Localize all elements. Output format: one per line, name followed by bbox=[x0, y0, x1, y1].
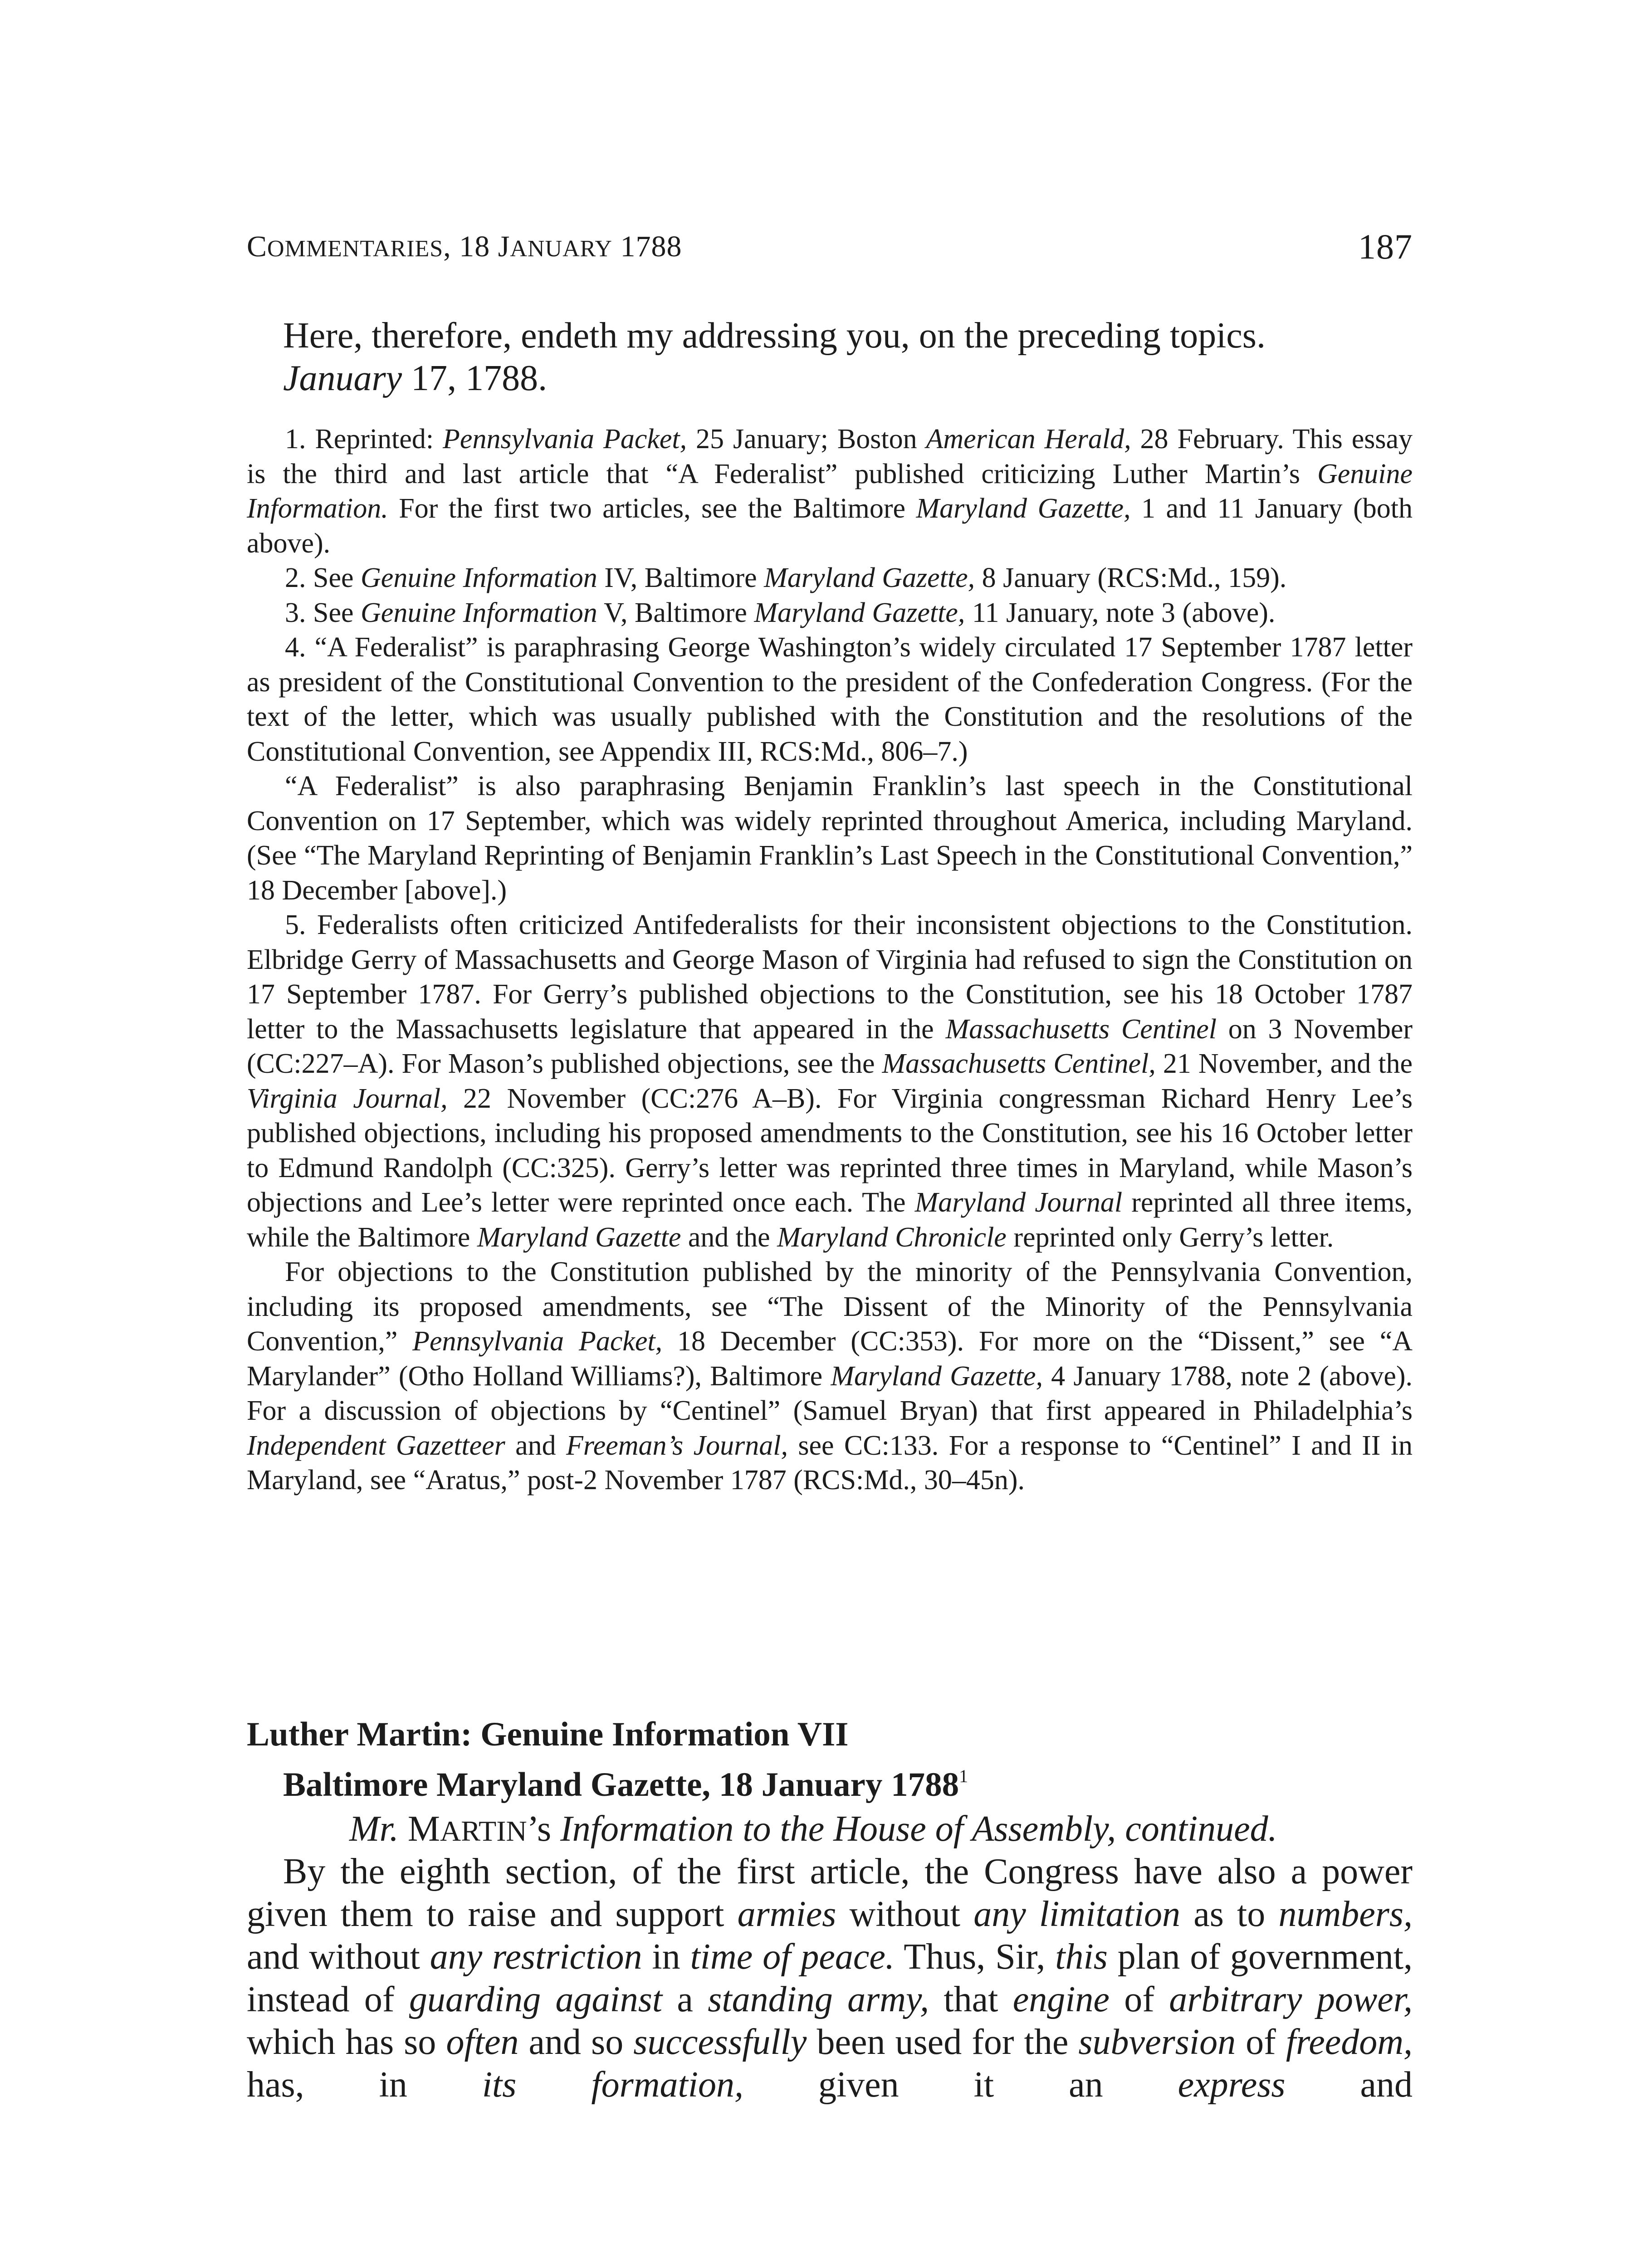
page-number: 187 bbox=[1358, 227, 1413, 266]
endnote-4-continued: “A Federalist” is also paraphrasing Benjamin Franklin’s last speech in the Constitutional Convention on 17 September, which was widely reprinted throughout America, including Maryland. (See “The Maryland Reprinting of Benjamin Franklin’s Last Speech in the Constitutional Convention,” 18 December [above].) bbox=[247, 771, 1413, 906]
article-body bbox=[247, 1850, 1413, 2106]
footnote-mark: 1 bbox=[959, 1766, 968, 1786]
body-paragraph: By the eighth section, of the first article, the Congress have also a power given them to raise and support armies without any limitation as to numbers, and without any restriction in time of peace. Thus, Sir, this plan of government, instead of guarding against a standing army, that engine of arbitrary power, which has so often and so successfully been used for the subversion of freedom, has, in its formation, given it an express and bbox=[247, 1852, 1413, 2105]
endnotes bbox=[247, 422, 1413, 1498]
endnote-2: 2. See Genuine Information IV, Baltimore Maryland Gazette, 8 January (RCS:Md., 159). bbox=[285, 562, 1287, 593]
heading-line-1: Luther Martin: Genuine Information VII bbox=[247, 1716, 849, 1753]
endnote-1: 1. Reprinted: Pennsylvania Packet, 25 January; Boston American Herald, 28 February. This essay is the third and last article that “A Federalist” published criticizing Luther Martin’s Genuine Information. For the first two articles, see the Baltimore Maryland Gazette, 1 and 11 January (both above). bbox=[247, 424, 1413, 559]
heading-line-2: Baltimore Maryland Gazette, 18 January 1788$^1$ bbox=[283, 1766, 968, 1804]
running-head bbox=[247, 226, 1413, 268]
article-subtitle: Mr. MARTIN’s Information to the House of Assembly, continued. bbox=[349, 1809, 1277, 1849]
endnote-3: 3. See Genuine Information V, Baltimore Maryland Gazette, 11 January, note 3 (above). bbox=[285, 597, 1276, 628]
closing-paragraph bbox=[283, 314, 1417, 400]
endnote-5-continued: For objections to the Constitution published by the minority of the Pennsylvania Convention, including its proposed amendments, see “The Dissent of the Minority of the Pennsylvania Convention,” Pennsylvania Packet, 18 December (CC:353). For more on the “Dissent,” see “A Marylander” (Otho Holland Williams?), Baltimore Maryland Gazette, 4 January 1788, note 2 (above). For a discussion of objections by “Centinel” (Samuel Bryan) that first appeared in Philadelphia’s Independent Gazetteer and Freeman’s Journal, see CC:133. For a response to “Centinel” I and II in Maryland, see “Aratus,” post-2 November 1787 (RCS:Md., 30–45n). bbox=[247, 1256, 1413, 1496]
endnote-4: 4. “A Federalist” is paraphrasing George Washington’s widely circulated 17 September 1787 letter as president of the Constitutional Convention to the president of the Confederation Congress. (For the text of the letter, which was usually published with the Constitution and the resolutions of the Constitutional Convention, see Appendix III, RCS:Md., 806–7.) bbox=[247, 632, 1413, 767]
running-head-title: COMMENTARIES, 18 JANUARY 1788 bbox=[247, 230, 682, 263]
section-heading bbox=[247, 1714, 1413, 1806]
endnote-5: 5. Federalists often criticized Antifederalists for their inconsistent objections to the Constitution. Elbridge Gerry of Massachusetts and George Mason of Virginia had refused to sign the Constitution on 17 September 1787. For Gerry’s published objections to the Constitution, see his 18 October 1787 letter to the Massachusetts legislature that appeared in the Massachusetts Centinel on 3 November (CC:227–A). For Mason’s published objections, see the Massachusetts Centinel, 21 November, and the Virginia Journal, 22 November (CC:276 A–B). For Virginia congressman Richard Henry Lee’s published objections, including his proposed amendments to the Constitution, see his 16 October letter to Edmund Randolph (CC:325). Gerry’s letter was reprinted three times in Maryland, while Mason’s objections and Lee’s letter were reprinted once each. The Maryland Journal reprinted all three items, while the Baltimore Maryland Gazette and the Maryland Chronicle reprinted only Gerry’s letter. bbox=[247, 909, 1413, 1253]
closing-line: Here, therefore, endeth my addressing you, on the preceding topics. bbox=[283, 316, 1266, 356]
closing-date: January 17, 1788. bbox=[283, 358, 548, 398]
